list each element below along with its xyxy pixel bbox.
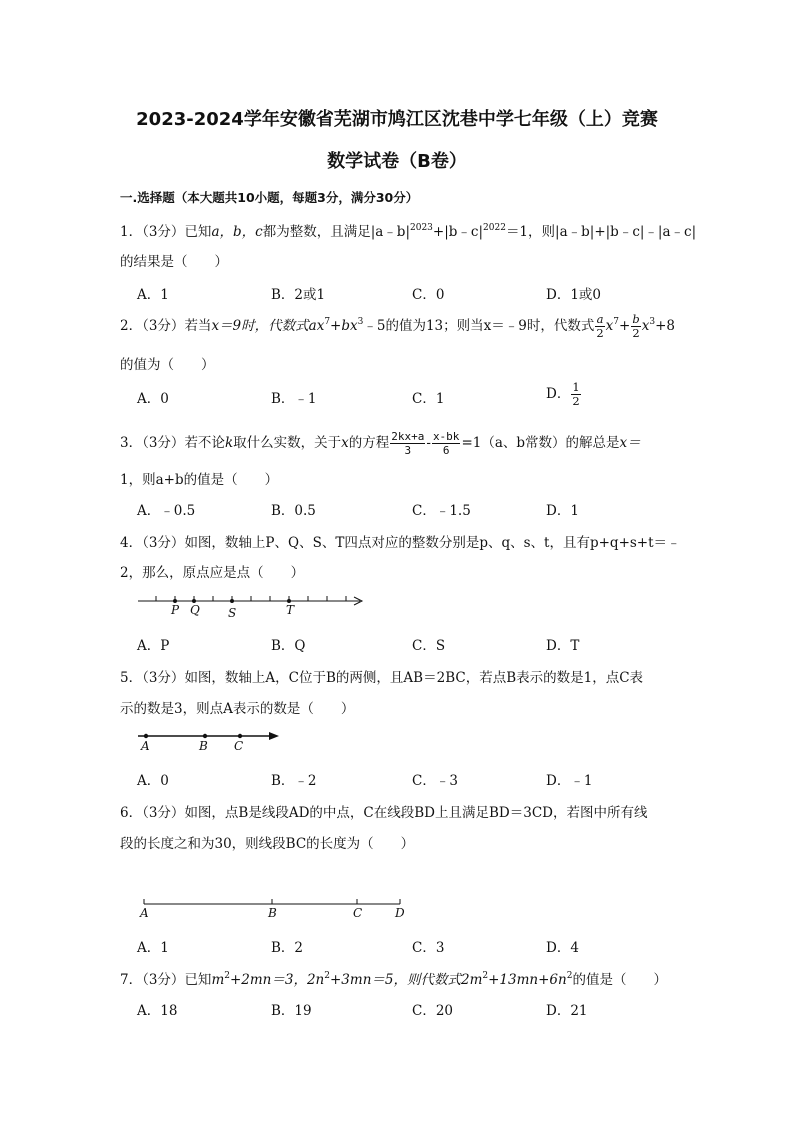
q2-exp3b: 3	[649, 317, 656, 327]
q2-frac2-num: b	[632, 312, 640, 326]
q1-option-a[interactable]: A．1	[137, 287, 169, 303]
q2-exp3: 3	[357, 317, 364, 327]
q4-ticks	[156, 596, 346, 601]
question-7	[120, 968, 667, 988]
q7-option-a[interactable]: A．18	[137, 1003, 178, 1019]
q6-option-c[interactable]: C．3	[412, 940, 445, 956]
q5-text: 如图，数轴上A，C位于B的两侧，且AB＝2BC，若点B表示的数是1，点C表	[184, 670, 644, 686]
q7-option-d[interactable]: D．21	[546, 1003, 588, 1019]
question-1	[120, 220, 696, 240]
q4-number: 4．（3分）	[120, 535, 185, 551]
q6-label-a: A	[140, 906, 149, 920]
q7-option-c[interactable]: C．20	[412, 1003, 454, 1019]
q6-option-d[interactable]: D．4	[546, 940, 579, 956]
paper-title-line2: 数学试卷（B卷）	[327, 151, 467, 172]
q2-text-b: x＝9时，代数式	[211, 318, 309, 334]
q1-text-c: +|b﹣c|	[432, 224, 484, 240]
q2-expr4: x	[641, 318, 650, 334]
q4-label-s: S	[228, 606, 237, 620]
q4-label-p: P	[171, 603, 180, 617]
q5-option-c[interactable]: C．﹣3	[412, 773, 458, 789]
question-4	[120, 531, 681, 551]
q4-option-a[interactable]: A．P	[137, 638, 170, 654]
q2-optd-num: 1	[572, 380, 580, 394]
q7-number: 7．（3分）	[120, 972, 185, 988]
q2-plus: +	[619, 318, 631, 334]
q6-label-d: D	[395, 906, 405, 920]
q6-option-a[interactable]: A．1	[137, 940, 169, 956]
q3-option-c[interactable]: C．﹣1.5	[412, 503, 471, 519]
q3-number: 3．（3分）	[120, 435, 185, 451]
q3-x: x	[341, 435, 349, 451]
q5-line2: 示的数是3，则点A表示的数是（ ）	[120, 701, 355, 717]
q4-line2: 2，那么，原点应是点（ ）	[120, 565, 305, 581]
q1-vars: a，b，c	[211, 224, 263, 240]
question-6	[120, 801, 648, 821]
q3-minus: -	[426, 435, 431, 451]
q5-point-c	[238, 734, 242, 738]
q1-number: 1．（3分）	[120, 224, 185, 240]
q4-text: 如图，数轴上P、Q、S、T四点对应的整数分别是p、q、s、t，且有p+q+s+t＝﹣	[184, 535, 681, 551]
q4-option-d[interactable]: D．T	[546, 638, 580, 654]
q2-option-c[interactable]: C．1	[412, 391, 445, 407]
q3-text-d: （a、b常数）的解总是	[481, 435, 620, 451]
q1-exp1: 2023	[410, 223, 433, 233]
q3-option-a[interactable]: A．﹣0.5	[137, 503, 196, 519]
q7-t3: +13mn+6n	[488, 972, 567, 988]
q1-text: 已知	[184, 224, 212, 240]
q1-option-c[interactable]: C．0	[412, 287, 445, 303]
q2-option-d-frac	[571, 381, 580, 408]
q2-option-a[interactable]: A．0	[137, 391, 169, 407]
q6-label-b: B	[268, 906, 277, 920]
q2-number: 2．（3分）	[120, 318, 185, 334]
q5-arrow	[269, 732, 279, 740]
q6-label-c: C	[353, 906, 363, 920]
q3-option-d[interactable]: D．1	[546, 503, 579, 519]
section-heading: 一.选择题（本大题共10小题，每题3分，满分30分）	[120, 190, 419, 205]
question-5	[120, 666, 643, 686]
q5-number-line	[136, 728, 286, 756]
q4-point-s	[230, 599, 234, 603]
q5-label-c: C	[234, 739, 244, 753]
q7-t2: +3mn＝5，则代数式2m	[330, 972, 483, 988]
q3-eq: =1	[461, 435, 482, 451]
q5-option-d[interactable]: D．﹣1	[546, 773, 593, 789]
q3-frac1-den: 3	[404, 444, 412, 457]
q4-label-q: Q	[190, 603, 200, 617]
q3-frac2-num: x-bk	[432, 430, 460, 443]
q3-text-e: x＝	[619, 435, 641, 451]
q5-point-b	[203, 734, 207, 738]
q2-option-d[interactable]	[546, 381, 582, 408]
q1-line2: 的结果是（ ）	[120, 254, 228, 270]
q3-k: k	[224, 435, 234, 451]
q5-label-b: B	[199, 739, 208, 753]
question-3	[120, 430, 641, 457]
q5-option-b[interactable]: B．﹣2	[271, 773, 317, 789]
q2-expr2: +bx	[330, 318, 358, 334]
q4-label-t: T	[286, 603, 295, 617]
q2-line2: 的值为（ ）	[120, 357, 215, 373]
q7-exp1: 2	[224, 971, 230, 981]
q5-point-a	[144, 734, 148, 738]
q2-expr3: x	[605, 318, 614, 334]
q4-option-b[interactable]: B．Q	[271, 638, 306, 654]
q2-exp7b: 7	[613, 317, 620, 327]
q7-exp2: 2	[324, 971, 330, 981]
q7-option-b[interactable]: B．19	[271, 1003, 312, 1019]
q3-line2: 1，则a+b的值是（ ）	[120, 472, 279, 488]
q2-option-b[interactable]: B．﹣1	[271, 391, 317, 407]
q7-exp4: 2	[566, 971, 573, 981]
q2-expr1: ax	[308, 318, 325, 334]
q3-text-b: 取什么实数，关于	[233, 435, 342, 451]
q6-number: 6．（3分）	[120, 805, 185, 821]
q2-option-d-label: D．	[546, 386, 571, 402]
q2-frac1-den: 2	[596, 326, 604, 340]
q6-option-b[interactable]: B．2	[271, 940, 304, 956]
q6-line2: 段的长度之和为30，则线段BC的长度为（ ）	[120, 836, 415, 852]
q3-frac1-num: 2kx+a	[391, 430, 425, 443]
q2-text-c: ﹣5的值为13；则当	[363, 318, 484, 334]
q1-option-b[interactable]: B．2或1	[271, 287, 326, 303]
q5-label-a: A	[141, 739, 150, 753]
q2-text-d: x＝﹣9时，代数式	[483, 318, 595, 334]
q2-optd-den: 2	[572, 394, 580, 408]
q3-frac-b	[432, 430, 461, 457]
paper-title-line1: 2023-2024学年安徽省芜湖市鸠江区沈巷中学七年级（上）竞赛	[136, 109, 658, 130]
q7-exp3: 2	[482, 971, 489, 981]
q3-option-b[interactable]: B．0.5	[271, 503, 316, 519]
q2-text-a: 若当	[184, 318, 212, 334]
q3-frac-a	[390, 430, 425, 457]
q7-m: m	[211, 972, 225, 988]
q7-text-a: 已知	[184, 972, 212, 988]
q2-frac-b	[631, 313, 640, 340]
q2-tail: +8	[655, 318, 675, 334]
question-2	[120, 313, 675, 340]
q2-frac-a	[595, 313, 604, 340]
q5-option-a[interactable]: A．0	[137, 773, 169, 789]
q1-text-d: ＝1，则|a﹣b|+|b﹣c|﹣|a﹣c|	[505, 224, 697, 240]
q4-option-c[interactable]: C．S	[412, 638, 446, 654]
q3-text-c: 的方程	[348, 435, 390, 451]
q6-segment	[138, 896, 413, 924]
q2-frac1-num: a	[596, 312, 604, 326]
q2-exp7: 7	[324, 317, 331, 327]
q7-t1: +2mn＝3，2n	[229, 972, 325, 988]
q3-text-a: 若不论	[184, 435, 225, 451]
q5-number: 5．（3分）	[120, 670, 185, 686]
q3-frac2-den: 6	[442, 444, 450, 457]
q1-exp2: 2022	[483, 223, 506, 233]
q4-number-line	[136, 592, 376, 622]
q6-text: 如图，点B是线段AD的中点，C在线段BD上且满足BD＝3CD，若图中所有线	[184, 805, 648, 821]
q2-frac2-den: 2	[632, 326, 640, 340]
q1-option-d[interactable]: D．1或0	[546, 287, 602, 303]
q7-t4: 的值是（ ）	[572, 972, 667, 988]
q1-text-b: 都为整数，且满足|a﹣b|	[262, 224, 410, 240]
